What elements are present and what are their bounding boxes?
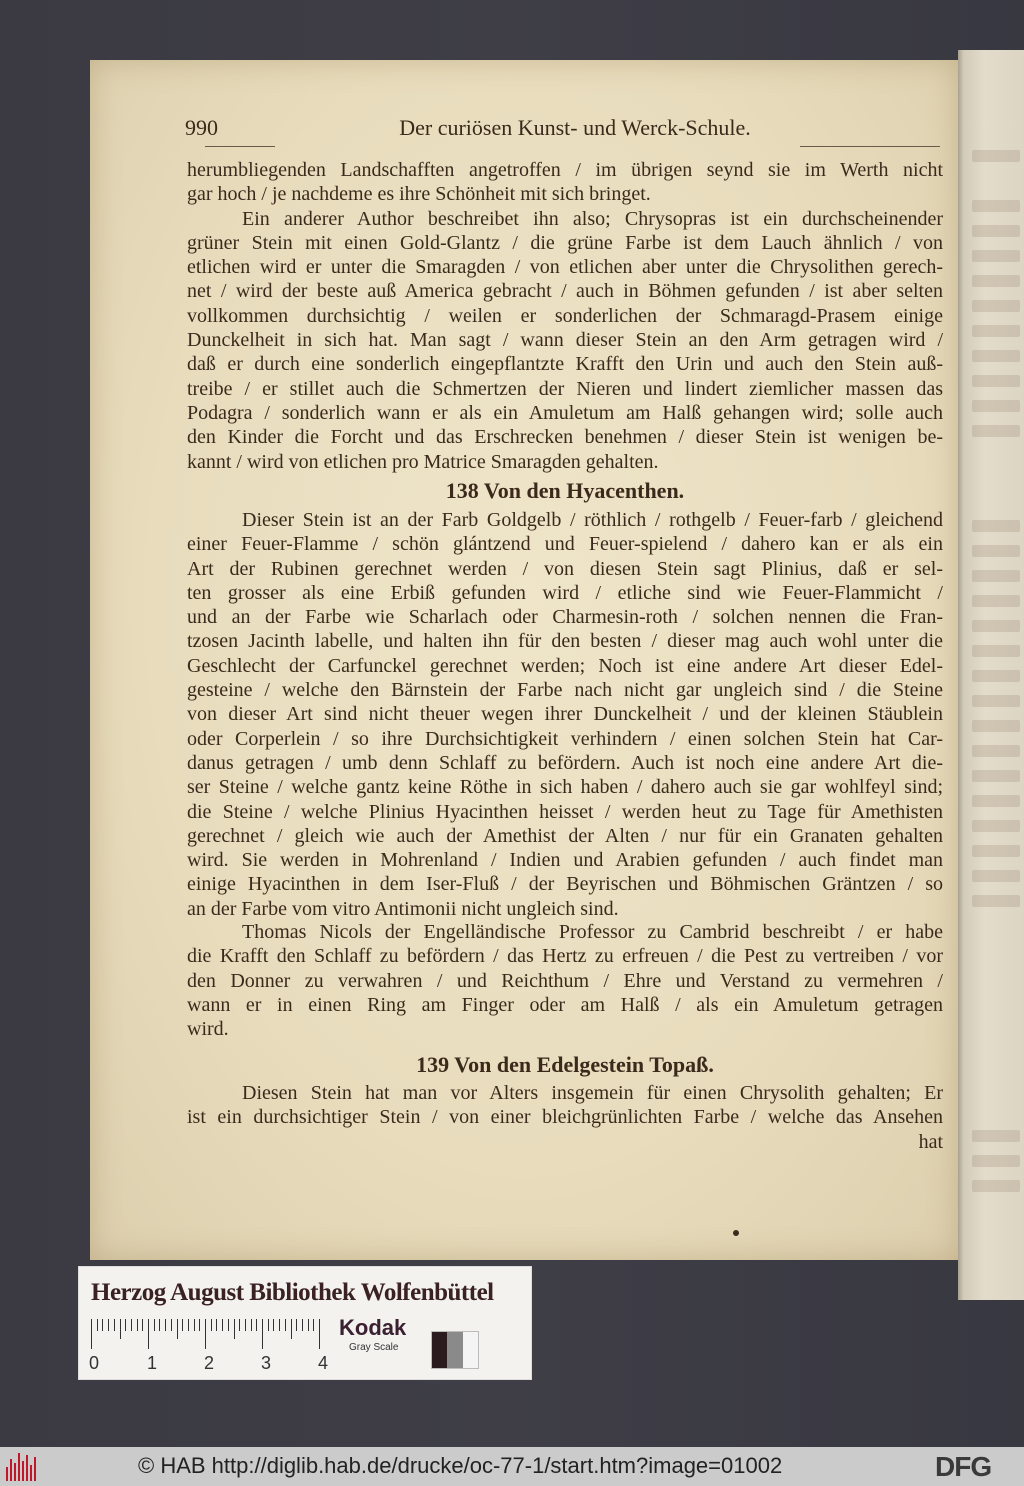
show-through-text	[972, 1180, 1020, 1192]
show-through-text	[972, 200, 1020, 212]
ruler-label: 3	[261, 1353, 272, 1373]
show-through-text	[972, 770, 1020, 782]
show-through-text	[972, 795, 1020, 807]
show-through-text	[972, 400, 1020, 412]
text-line: gesteine / welche den Bärnstein der Farbe nach nicht gar ungleich sind / die Steine	[187, 679, 943, 702]
ruler-tick	[308, 1319, 309, 1331]
show-through-text	[972, 520, 1020, 532]
ruler-tick	[159, 1319, 160, 1331]
ruler-tick	[205, 1319, 206, 1349]
paragraph-block-thomas-nicols	[187, 920, 943, 1041]
ruler-tick	[137, 1319, 138, 1331]
text-line: daß er durch eine sonderlich eingepflantzte Krafft den Urin und auch den Stein auß-	[187, 353, 943, 376]
header-rule-left	[205, 146, 275, 147]
text-line: vollkommen durchsichtig / weilen er sonderlichen der Schmaragd-Prasem einige	[187, 304, 943, 327]
signature-mark	[733, 1230, 739, 1236]
text-line: kannt / wird von etlichen pro Matrice Smaragden gehalten.	[187, 450, 659, 473]
show-through-text	[972, 1130, 1020, 1142]
color-reference-card	[78, 1266, 532, 1380]
text-line: von dieser Art sind nicht theuer wegen ihrer Dunckelheit / und der kleinen Stäublein	[187, 703, 943, 726]
show-through-text	[972, 620, 1020, 632]
page-number: 990	[185, 115, 218, 140]
hab-logo-icon	[6, 1453, 38, 1481]
text-line: Art der Rubinen gerechnet werden / von diesen Stein sagt Plinius, daß er sel-	[187, 557, 943, 580]
show-through-text	[972, 325, 1020, 337]
text-line: etlichen wird er unter die Smaragden / von etlichen aber unter die Chrysolithen gerech-	[187, 256, 943, 279]
section-heading-139: 139 Von den Edelgestein Topaß.	[416, 1052, 714, 1077]
show-through-text	[972, 375, 1020, 387]
text-line: die Steine / welche Plinius Hyacinthen heisset / werden heut zu Tage für Amethisten	[187, 800, 943, 823]
ruler-label: 2	[204, 1353, 215, 1373]
ruler-tick	[114, 1319, 115, 1331]
header-rule-right	[800, 146, 940, 147]
ruler-tick	[262, 1319, 263, 1349]
ruler-tick	[222, 1319, 223, 1331]
ruler-tick	[108, 1319, 109, 1331]
ruler-tick	[91, 1319, 92, 1349]
ruler-tick	[188, 1319, 189, 1331]
page-fold	[958, 50, 964, 1300]
show-through-text	[972, 895, 1020, 907]
dfg-logo: DFG	[935, 1451, 992, 1482]
text-line: tzosen Jacinth labelle, und halten ihn für den besten / dieser mag auch wohl unter die	[187, 630, 943, 653]
text-line: net / wird der beste auß America gebracht / auch in Böhmen gefunden / ist aber selten	[187, 280, 943, 303]
gray-scale-label: Gray Scale	[349, 1342, 399, 1353]
text-line: gerechnet / gleich wie auch der Amethist der Alten / nur für ein Granaten gehalten	[187, 824, 943, 847]
show-through-text	[972, 250, 1020, 262]
ruler-tick	[211, 1319, 212, 1331]
show-through-text	[972, 845, 1020, 857]
ruler-tick	[234, 1319, 235, 1339]
show-through-text	[972, 150, 1020, 162]
paragraph-block-chrysopras	[187, 158, 943, 474]
ruler-tick	[148, 1319, 149, 1349]
ruler-tick	[102, 1319, 103, 1331]
show-through-text	[972, 745, 1020, 757]
show-through-text	[972, 820, 1020, 832]
ruler-tick	[273, 1319, 274, 1331]
ruler-tick	[228, 1319, 229, 1331]
show-through-text	[972, 595, 1020, 607]
show-through-text	[972, 695, 1020, 707]
library-name: Herzog August Bibliothek Wolfenbüttel	[91, 1279, 494, 1306]
text-line: herumbliegenden Landschafften angetroffen / im übrigen seynd sie im Werth nicht	[187, 159, 943, 181]
show-through-text	[972, 1155, 1020, 1167]
show-through-text	[972, 545, 1020, 557]
logo-bar	[30, 1465, 32, 1481]
ruler-tick	[142, 1319, 143, 1331]
ruler-tick	[296, 1319, 297, 1331]
ruler-tick	[199, 1319, 200, 1331]
ruler-tick	[120, 1319, 121, 1339]
ruler-tick	[171, 1319, 172, 1331]
ruler-tick	[131, 1319, 132, 1331]
text-line: Geschlecht der Carfunckel gerechnet werden; Noch ist eine andere Art dieser Edel-	[187, 654, 943, 677]
ruler-tick	[251, 1319, 252, 1331]
ruler-tick	[97, 1319, 98, 1331]
text-line: den Donner zu verwahren / und Reichthum / Ehre und Verstand zu vermehren /	[187, 969, 943, 992]
text-line: die Krafft den Schlaff zu befördern / das Hertz zu erfreuen / die Pest zu vertreiben / vor	[187, 945, 943, 968]
text-line: Thomas Nicols der Engelländische Professor zu Cambrid beschreibt / er habe	[242, 921, 943, 943]
ruler-tick	[194, 1319, 195, 1331]
ruler-tick	[302, 1319, 303, 1331]
text-line: Dieser Stein ist an der Farb Goldgelb / röthlich / rothgelb / Feuer-farb / gleichend	[242, 509, 943, 531]
kodak-logo: Kodak	[339, 1315, 407, 1340]
text-line: Dunckelheit in sich hat. Man sagt / wann dieser Stein an den Arm getragen wird /	[187, 329, 943, 352]
text-line: ist ein durchsichtiger Stein / von einer bleichgrünlichten Farbe / welche das Ansehen	[187, 1106, 943, 1129]
show-through-text	[972, 225, 1020, 237]
text-line: ten grosser als eine Erbiß gefunden wird / etliche sind wie Feuer-Flammicht /	[187, 581, 943, 604]
ruler-label: 0	[89, 1353, 100, 1373]
ruler-tick	[216, 1319, 217, 1331]
text-line: Ein anderer Author beschreibet ihn also; Chrysopras ist ein durchscheinender	[242, 207, 943, 230]
footer-bar	[0, 1447, 1024, 1486]
show-through-text	[972, 645, 1020, 657]
text-line: hat	[918, 1130, 943, 1153]
ruler-tick	[154, 1319, 155, 1331]
ruler-label: 1	[147, 1353, 158, 1373]
text-line: den Kinder die Forcht und das Erschrecken benehmen / dieser Stein ist wenigen be-	[187, 426, 943, 449]
show-through-text	[972, 350, 1020, 362]
show-through-text	[972, 670, 1020, 682]
text-line: ser Steine / welche gantz keine Röthe in sich haben / dahero auch sie gar wohlfeyl sind;	[187, 776, 943, 799]
text-line: wird. Sie werden in Mohrenland / Indien und Arabien gefunden / auch findet man	[187, 849, 943, 872]
text-line: grüner Stein mit einen Gold-Glantz / die grüne Farbe ist dem Lauch ähnlich / von	[187, 231, 943, 254]
logo-bar	[10, 1459, 12, 1481]
gray-scale-swatch	[431, 1331, 479, 1369]
text-line: und an der Farbe wie Scharlach oder Charmesin-roth / solchen nennen die Fran-	[187, 606, 943, 629]
section-heading-138: 138 Von den Hyacenthen.	[445, 478, 685, 503]
ruler-tick	[279, 1319, 280, 1331]
ruler-tick	[319, 1319, 320, 1349]
ruler-tick	[165, 1319, 166, 1331]
logo-bar	[18, 1453, 20, 1481]
ruler-label: 4	[318, 1353, 329, 1373]
text-line: an der Farbe vom vitro Antimonii nicht ungleich sind.	[187, 897, 619, 920]
ruler-tick	[285, 1319, 286, 1331]
text-line: einer Feuer-Flamme / schön glántzend und Feuer-spielend / dahero kan er als ein	[187, 533, 943, 556]
text-line: danus getragen / umb denn Schlaff zu befördern. Auch ist noch eine andere Art die-	[187, 751, 943, 774]
show-through-text	[972, 720, 1020, 732]
text-line: wird.	[187, 1018, 229, 1041]
ruler-tick	[313, 1319, 314, 1331]
ruler-tick	[177, 1319, 178, 1339]
show-through-text	[972, 870, 1020, 882]
logo-bar	[26, 1455, 28, 1481]
ruler-tick	[245, 1319, 246, 1331]
ruler-tick	[125, 1319, 126, 1331]
text-line: gar hoch / je nachdeme es ihre Schönheit mit sich bringet.	[187, 183, 651, 206]
logo-bar	[22, 1461, 24, 1481]
ruler-tick	[268, 1319, 269, 1331]
text-line: oder Corperlein / so ihre Durchsichtigkeit verhindern / einen solchen Stein hat Car-	[187, 727, 943, 750]
adjacent-page-edge	[958, 50, 1024, 1300]
text-line: wann er in einen Ring am Finger oder am Halß / als ein Amuletum getragen	[187, 993, 943, 1016]
ruler-tick	[239, 1319, 240, 1331]
text-line: einige Hyacinthen in dem Iser-Fluß / der Beyrischen und Böhmischen Gräntzen / so	[187, 873, 943, 896]
show-through-text	[972, 300, 1020, 312]
scale-ruler	[91, 1319, 323, 1349]
running-title: Der curiösen Kunst- und Werck-Schule.	[399, 115, 751, 140]
show-through-text	[972, 275, 1020, 287]
show-through-text	[972, 425, 1020, 437]
text-line: Podagra / sonderlich wann er als ein Amuletum am Halß gehangen wird; solle auch	[187, 401, 943, 424]
logo-bar	[14, 1463, 16, 1481]
text-line: treibe / er stillet auch die Schmertzen der Nieren und lindert ziemlicher massen das	[187, 377, 943, 400]
logo-bar	[6, 1467, 8, 1481]
ruler-tick	[291, 1319, 292, 1339]
ruler-tick	[256, 1319, 257, 1331]
paragraph-block-topas	[187, 1081, 943, 1154]
text-line: Diesen Stein hat man vor Alters insgemein für einen Chrysolith gehalten; Er	[242, 1082, 943, 1104]
paragraph-block-hyacinth	[187, 508, 943, 921]
show-through-text	[972, 570, 1020, 582]
ruler-tick	[182, 1319, 183, 1331]
copyright-url[interactable]: © HAB http://diglib.hab.de/drucke/oc-77-1/start.htm?image=01002	[138, 1453, 783, 1478]
logo-bar	[34, 1457, 36, 1481]
